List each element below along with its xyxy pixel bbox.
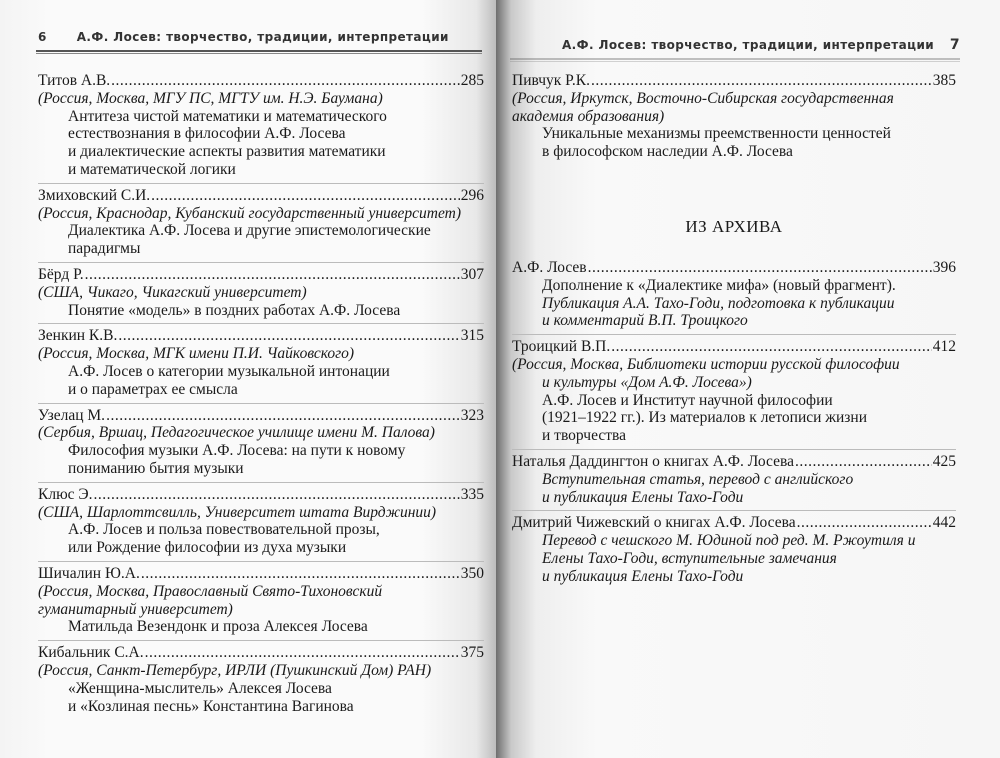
entry-heading-row	[512, 259, 956, 277]
entry-heading-row	[38, 327, 484, 345]
entry-page-number: 396	[932, 259, 956, 276]
header-rule	[36, 50, 482, 54]
dot-leader	[795, 453, 932, 471]
toc-entry	[38, 324, 484, 403]
entry-author: Узелац М.	[38, 406, 106, 424]
entry-affiliation: (Россия, Москва, Библиотеки истории русской философии	[512, 355, 900, 373]
entry-heading-row	[512, 72, 956, 90]
entry-title: Понятие «модель» в поздних работах А.Ф. Лосева	[68, 301, 401, 319]
entry-title: и творчества	[542, 427, 626, 445]
entry-heading-row	[38, 72, 484, 90]
entry-note: Публикация А.А. Тахо-Годи, подготовка к публикации	[542, 294, 895, 312]
entry-author: Кибальник С.А.	[38, 644, 144, 662]
entry-title: Философия музыки А.Ф. Лосева: на пути к новому	[68, 442, 406, 460]
dot-leader	[118, 327, 459, 345]
entry-affiliation: (Россия, Краснодар, Кубанский государственный университет)	[38, 204, 461, 222]
entry-heading-row	[512, 514, 956, 532]
toc-entry	[512, 450, 956, 511]
entry-title: пониманию бытия музыки	[68, 459, 244, 477]
entry-author: Змиховский С.И.	[38, 186, 151, 204]
entry-page-number: 285	[460, 72, 484, 89]
dot-leader	[94, 486, 460, 504]
entry-author: Зенкин К.В.	[38, 327, 118, 345]
entry-author: Бёрд Р.	[38, 265, 84, 283]
entry-affiliation: (Россия, Москва, МГК имени П.И. Чайковского)	[38, 345, 355, 363]
entry-affiliation: гуманитарный университет)	[38, 600, 233, 618]
entry-affiliation: (США, Шарлоттсвилль, Университет штата Вирджинии)	[38, 503, 437, 521]
entry-heading-row	[38, 486, 484, 504]
header-rule	[510, 58, 960, 62]
toc-entry	[512, 69, 956, 165]
running-header-left	[38, 30, 484, 44]
entry-author: Троицкий В.П.	[512, 338, 611, 356]
entry-heading-row	[512, 338, 956, 356]
entry-title: А.Ф. Лосев и Институт научной философии	[542, 391, 833, 409]
entry-note: и комментарий В.П. Троицкого	[542, 312, 748, 330]
entry-title: Уникальные механизмы преемственности ценностей	[542, 125, 891, 143]
toc-entry	[512, 256, 956, 335]
entry-affiliation: (Сербия, Вршац, Педагогическое училище имени М. Палова)	[38, 424, 435, 442]
toc-entry	[38, 69, 484, 184]
entry-page-number: 315	[460, 327, 484, 345]
entry-author: Титов А.В.	[38, 72, 111, 89]
entry-title: Дополнение к «Диалектике мифа» (новый фрагмент).	[542, 276, 896, 294]
entry-affiliation: (США, Чикаго, Чикагский университет)	[38, 283, 307, 301]
entry-title: естествознания в философии А.Ф. Лосева	[68, 125, 346, 143]
entry-note: и культуры «Дом А.Ф. Лосева»)	[542, 373, 752, 391]
toc-entry	[38, 483, 484, 562]
entry-title: и «Козлиная песнь» Константина Вагинова	[68, 697, 354, 715]
entry-title: Диалектика А.Ф. Лосева и другие эпистемологические	[68, 222, 431, 240]
dot-leader	[611, 338, 932, 356]
entry-title: в философском наследии А.Ф. Лосева	[542, 143, 793, 161]
entry-page-number: 412	[932, 338, 956, 356]
entry-heading-row	[38, 644, 484, 662]
toc-entry	[512, 335, 956, 450]
entry-affiliation: (Россия, Иркутск, Восточно-Сибирская государственная	[512, 89, 894, 107]
entry-heading-row	[38, 565, 484, 583]
entry-page-number: 425	[932, 452, 956, 470]
entry-affiliation: (Россия, Москва, МГУ ПС, МГТУ им. Н.Э. Баумана)	[38, 89, 383, 107]
entry-note: Перевод с чешского М. Юдиной под ред. М. Ржоутиля и	[542, 532, 916, 550]
toc-entry	[38, 562, 484, 641]
toc-entry	[38, 641, 484, 719]
entry-title: А.Ф. Лосев и польза повествовательной прозы,	[68, 521, 380, 539]
running-head-title: А.Ф. Лосев: творчество, традиции, интерпретации	[76, 30, 449, 44]
entry-title: и математической логики	[68, 160, 236, 178]
dot-leader	[151, 187, 460, 205]
entry-author: Клюс Э.	[38, 485, 93, 503]
entry-affiliation: (Россия, Санкт-Петербург, ИРЛИ (Пушкинский Дом) РАН)	[38, 661, 432, 679]
entry-affiliation: (Россия, Москва, Православный Свято-Тихоновский	[38, 582, 383, 600]
running-head-title: А.Ф. Лосев: творчество, традиции, интерпретации	[562, 38, 935, 52]
running-header-right	[562, 37, 960, 53]
entry-note: и публикация Елены Тахо-Годи	[542, 567, 744, 585]
entry-title: или Рождение философии из духа музыки	[68, 539, 347, 557]
entry-page-number: 442	[932, 514, 956, 532]
entry-heading-row	[38, 187, 484, 205]
entry-author: Пивчук Р.К.	[512, 72, 590, 89]
right-page	[496, 0, 1000, 758]
dot-leader	[111, 72, 460, 90]
dot-leader	[145, 644, 460, 662]
entry-title: и о параметрах ее смысла	[68, 380, 238, 398]
entry-page-number: 385	[932, 72, 956, 89]
toc-list	[38, 69, 484, 719]
entry-page-number: 375	[460, 644, 484, 662]
entry-author: Наталья Даддингтон о книгах А.Ф. Лосева	[512, 452, 794, 470]
dot-leader	[591, 72, 932, 90]
dot-leader	[141, 565, 460, 583]
entry-heading-row	[512, 453, 956, 471]
entry-author: Шичалин Ю.А.	[38, 564, 140, 582]
toc-list-archive	[512, 256, 956, 590]
page-number: 7	[949, 37, 960, 53]
left-page	[0, 0, 496, 758]
entry-note: Елены Тахо-Годи, вступительные замечания	[542, 549, 837, 567]
section-heading: ИЗ АРХИВА	[685, 217, 783, 236]
dot-leader	[85, 266, 460, 284]
toc-entry	[38, 184, 484, 263]
entry-author: А.Ф. Лосев	[512, 259, 587, 276]
toc-entry	[38, 263, 484, 324]
entry-note: и публикация Елены Тахо-Годи	[542, 488, 744, 506]
dot-leader	[106, 407, 460, 425]
page-number: 6	[38, 30, 47, 44]
entry-page-number: 307	[460, 265, 484, 283]
entry-title: и диалектические аспекты развития математики	[68, 143, 386, 161]
entry-page-number: 335	[460, 485, 484, 503]
entry-title: Антитеза чистой математики и математического	[68, 107, 387, 125]
entry-title: А.Ф. Лосев о категории музыкальной интонации	[68, 362, 390, 380]
entry-title: Матильда Везендонк и проза Алексея Лосева	[68, 618, 368, 636]
entry-affiliation: академия образования)	[512, 107, 665, 125]
dot-leader	[588, 259, 932, 277]
entry-heading-row	[38, 407, 484, 425]
entry-page-number: 296	[460, 186, 484, 204]
entry-title: (1921–1922 гг.). Из материалов к летописи жизни	[542, 409, 868, 427]
entry-page-number: 350	[460, 564, 484, 582]
entry-author: Дмитрий Чижевский о книгах А.Ф. Лосева	[512, 514, 796, 532]
dot-leader	[797, 514, 932, 532]
entry-title: «Женщина-мыслитель» Алексея Лосева	[68, 679, 332, 697]
toc-entry	[38, 404, 484, 483]
entry-title: парадигмы	[68, 240, 141, 258]
entry-page-number: 323	[460, 406, 484, 424]
toc-entry	[512, 511, 956, 589]
entry-heading-row	[38, 266, 484, 284]
entry-note: Вступительная статья, перевод с английского	[542, 470, 854, 488]
toc-list	[512, 69, 956, 165]
